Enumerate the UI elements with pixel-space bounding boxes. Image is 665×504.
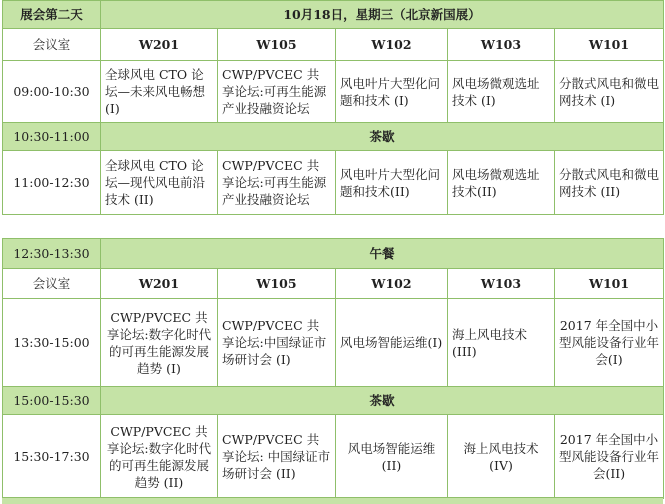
room-w101: W101 xyxy=(555,269,664,299)
day-label: 展会第二天 xyxy=(3,1,101,29)
break-label: 茶歇 xyxy=(101,123,664,151)
room-w201: W201 xyxy=(101,269,218,299)
session-cell: 风电场微观选址技术(II) xyxy=(448,151,555,215)
session-row xyxy=(3,299,664,387)
session-time: 11:00-12:30 xyxy=(3,151,101,215)
room-header-row xyxy=(3,269,664,299)
room-label: 会议室 xyxy=(3,29,101,61)
session-cell: 风电场微观选址技术 (I) xyxy=(448,61,555,123)
break-row xyxy=(3,123,664,151)
bottom-cut-row xyxy=(2,497,663,504)
session-cell: CWP/PVCEC 共享论坛:中国绿证市场研讨会 (I) xyxy=(218,299,336,387)
session-cell: CWP/PVCEC 共享论坛:可再生能源产业投融资论坛 xyxy=(218,151,336,215)
session-cell: 2017 年全国中小型风能设备行业年会(I) xyxy=(555,299,664,387)
schedule-table-morning xyxy=(2,0,664,215)
session-cell: 分散式风电和微电网技术 (I) xyxy=(555,61,664,123)
session-cell: CWP/PVCEC 共享论坛: 中国绿证市场研讨会 (II) xyxy=(218,415,336,499)
room-w103: W103 xyxy=(448,29,555,61)
session-cell: 全球风电 CTO 论坛—现代风电前沿技术 (II) xyxy=(101,151,218,215)
session-cell: 风电场智能运维(I) xyxy=(336,299,448,387)
session-row xyxy=(3,61,664,123)
session-row xyxy=(3,415,664,499)
session-row xyxy=(3,151,664,215)
lunch-row xyxy=(3,239,664,269)
session-time: 15:30-17:30 xyxy=(3,415,101,499)
date-label: 10月18日，星期三（北京新国展） xyxy=(101,1,664,29)
room-w201: W201 xyxy=(101,29,218,61)
break-time: 10:30-11:00 xyxy=(3,123,101,151)
session-cell: 海上风电技术(III) xyxy=(448,299,555,387)
session-cell: 全球风电 CTO 论坛—未来风电畅想(I) xyxy=(101,61,218,123)
session-cell: 风电叶片大型化问题和技术(II) xyxy=(336,151,448,215)
session-cell: CWP/PVCEC 共享论坛:数字化时代的可再生能源发展趋势 (II) xyxy=(101,415,218,499)
room-w102: W102 xyxy=(336,269,448,299)
day-header-row xyxy=(3,1,664,29)
session-cell: CWP/PVCEC 共享论坛:数字化时代的可再生能源发展趋势 (I) xyxy=(101,299,218,387)
session-cell: 海上风电技术(IV) xyxy=(448,415,555,499)
session-cell: 分散式风电和微电网技术 (II) xyxy=(555,151,664,215)
session-time: 13:30-15:00 xyxy=(3,299,101,387)
room-w105: W105 xyxy=(218,269,336,299)
break-row xyxy=(3,387,664,415)
session-cell: 风电场智能运维(II) xyxy=(336,415,448,499)
table-separator xyxy=(0,223,665,238)
break-time: 15:00-15:30 xyxy=(3,387,101,415)
room-w103: W103 xyxy=(448,269,555,299)
room-w102: W102 xyxy=(336,29,448,61)
room-w105: W105 xyxy=(218,29,336,61)
break-label: 茶歇 xyxy=(101,387,664,415)
session-time: 09:00-10:30 xyxy=(3,61,101,123)
session-cell: CWP/PVCEC 共享论坛:可再生能源产业投融资论坛 xyxy=(218,61,336,123)
room-w101: W101 xyxy=(555,29,664,61)
session-cell: 风电叶片大型化问题和技术 (I) xyxy=(336,61,448,123)
schedule-table-afternoon xyxy=(2,238,664,499)
session-cell: 2017 年全国中小型风能设备行业年会(II) xyxy=(555,415,664,499)
lunch-time: 12:30-13:30 xyxy=(3,239,101,269)
room-label: 会议室 xyxy=(3,269,101,299)
lunch-label: 午餐 xyxy=(101,239,664,269)
room-header-row xyxy=(3,29,664,61)
